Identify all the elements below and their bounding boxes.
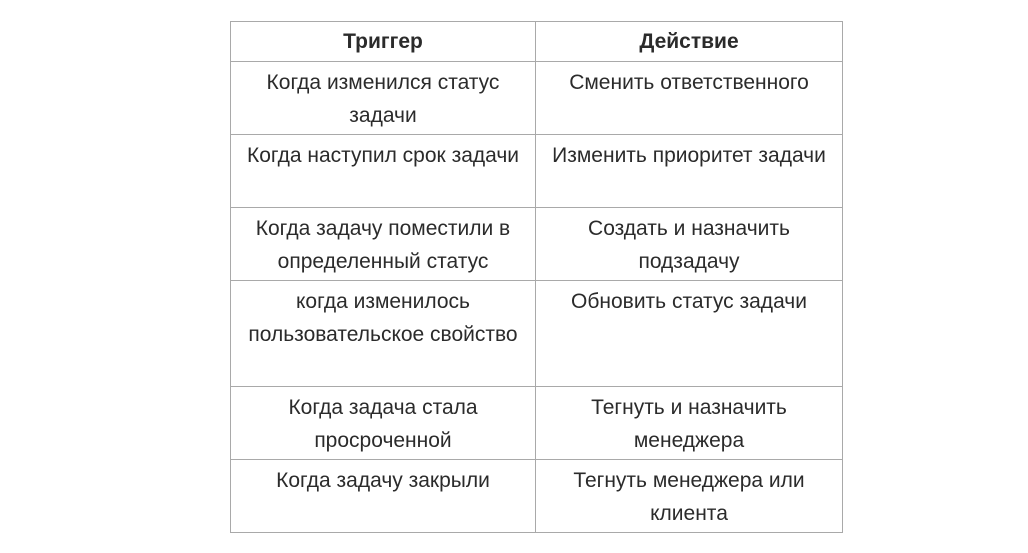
trigger-cell: Когда задачу поместили в определенный статус: [231, 208, 536, 281]
action-cell: Тегнуть менеджера или клиента: [536, 460, 843, 533]
trigger-cell: когда изменилось пользовательское свойство: [231, 281, 536, 387]
table-row: [231, 281, 843, 387]
action-cell: Тегнуть и назначить менеджера: [536, 387, 843, 460]
trigger-cell: Когда задачу закрыли: [231, 460, 536, 533]
table-row: [231, 135, 843, 208]
action-cell: Обновить статус задачи: [536, 281, 843, 387]
action-cell: Сменить ответственного: [536, 62, 843, 135]
table-row: [231, 208, 843, 281]
table-row: [231, 387, 843, 460]
table-row: [231, 62, 843, 135]
action-cell: Изменить приоритет задачи: [536, 135, 843, 208]
trigger-cell: Когда задача стала просроченной: [231, 387, 536, 460]
table-row: [231, 460, 843, 533]
header-trigger: Триггер: [231, 22, 536, 62]
trigger-action-table: [230, 21, 843, 533]
header-action: Действие: [536, 22, 843, 62]
table-header-row: [231, 22, 843, 62]
trigger-cell: Когда наступил срок задачи: [231, 135, 536, 208]
trigger-cell: Когда изменился статус задачи: [231, 62, 536, 135]
action-cell: Создать и назначить подзадачу: [536, 208, 843, 281]
